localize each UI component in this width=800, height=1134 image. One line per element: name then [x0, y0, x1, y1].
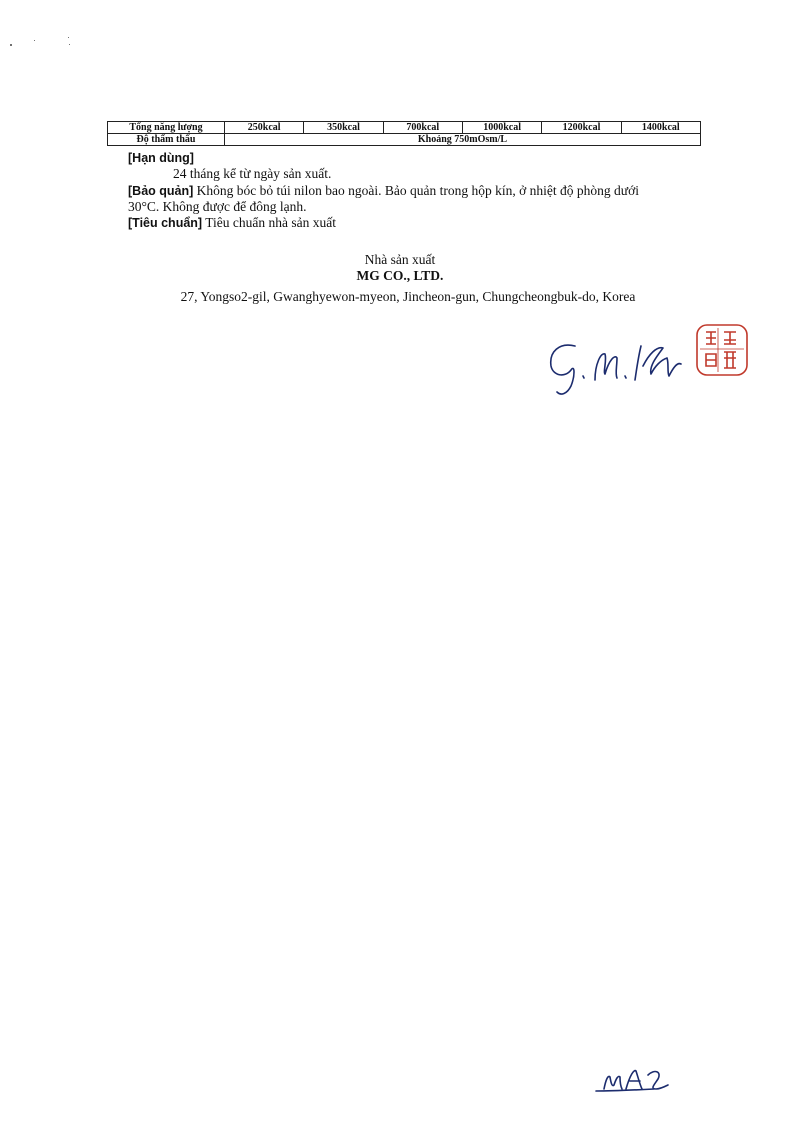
- scan-speck: [34, 40, 35, 41]
- signature: [545, 336, 685, 396]
- table-row: [108, 122, 701, 134]
- manufacturer-address: 27, Yongso2-gil, Gwanghyewon-myeon, Jincheon-gun, Chungcheongbuk-do, Korea: [180, 289, 636, 304]
- shelf-life-heading: [Hạn dùng]: [128, 151, 194, 165]
- table-cell: 1200kcal: [542, 122, 621, 134]
- manufacturer-label: Nhà sản xuất: [364, 252, 436, 267]
- handwritten-initials: [594, 1063, 684, 1099]
- scan-speck: [68, 37, 69, 38]
- shelf-life-text: 24 tháng kể từ ngày sản xuất.: [173, 166, 332, 181]
- storage-text: Không bóc bỏ túi nilon bao ngoài. Bảo quản trong hộp kín, ở nhiệt độ phòng dưới: [193, 183, 639, 198]
- table-cell: 700kcal: [383, 122, 462, 134]
- row-label: Tổng năng lượng: [108, 122, 225, 134]
- standard-section: [128, 214, 336, 232]
- table-cell: 1400kcal: [621, 122, 700, 134]
- table-cell-merged: Khoảng 750mOsm/L: [225, 134, 701, 146]
- row-label: Độ thẩm thấu: [108, 134, 225, 146]
- nutrition-table: [107, 121, 701, 146]
- table-row: [108, 134, 701, 146]
- table-cell: 1000kcal: [462, 122, 541, 134]
- scan-speck: [69, 44, 70, 45]
- table-cell: 250kcal: [225, 122, 304, 134]
- standard-text: Tiêu chuẩn nhà sản xuất: [202, 215, 336, 230]
- scan-speck: [10, 44, 12, 46]
- table-cell: 350kcal: [304, 122, 383, 134]
- storage-text-2: 30°C. Không được để đông lạnh.: [128, 199, 307, 214]
- storage-heading: [Bảo quản]: [128, 184, 194, 198]
- company-seal: [694, 322, 750, 378]
- manufacturer-name: MG CO., LTD.: [356, 268, 444, 283]
- standard-heading: [Tiêu chuẩn]: [128, 216, 203, 230]
